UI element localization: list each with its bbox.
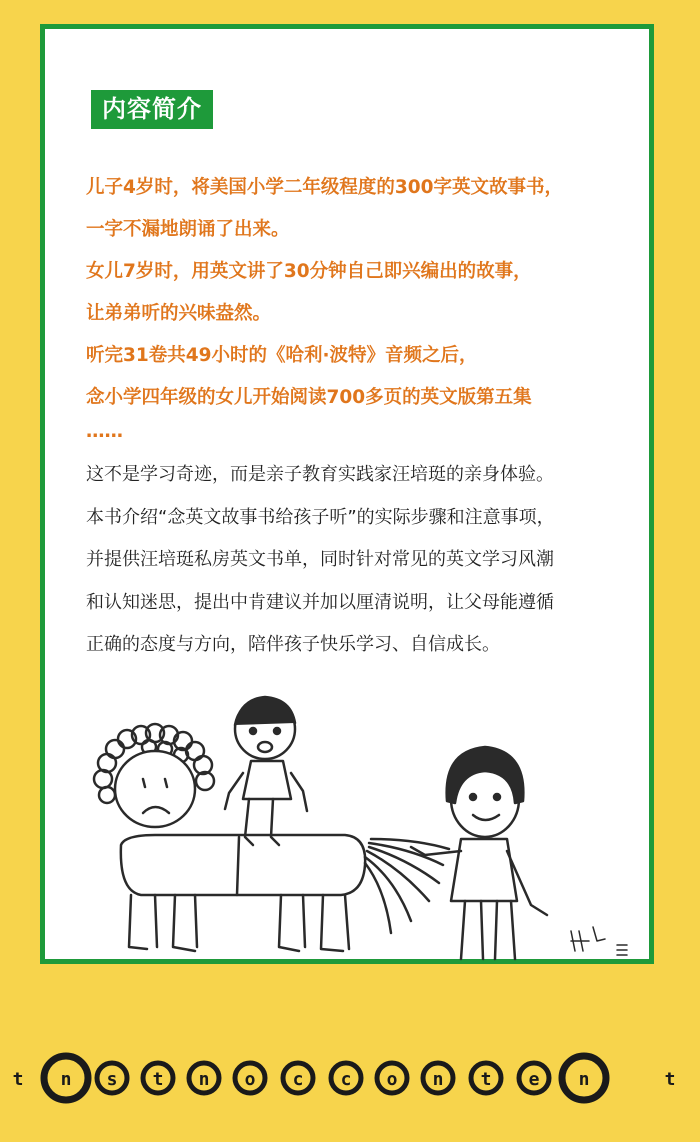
svg-text:t: t [480,1069,492,1090]
svg-text:s: s [106,1069,118,1090]
footer-letter [283,1063,313,1093]
footer-letter [562,1056,606,1100]
content-card [40,24,654,964]
description-line: 和认知迷思，提出中肯建议并加以厘清说明，让父母能遵循 [86,591,554,613]
svg-text:o: o [386,1069,398,1090]
svg-text:n: n [60,1069,72,1090]
footer-letter [377,1063,407,1093]
footer-letter [423,1063,453,1093]
description-text [86,454,626,667]
description-line: 本书介绍“念英文故事书给孩子听”的实际步骤和注意事项， [86,506,555,528]
highlight-line: 一字不漏地朗诵了出来。 [86,219,290,240]
footer-letter [331,1063,361,1093]
section-title: 内容简介 [91,90,213,129]
highlight-line: …… [86,421,123,442]
description-line: 正确的态度与方向，陪伴孩子快乐学习、自信成长。 [86,634,500,655]
svg-text:t: t [152,1069,164,1090]
family-sketch-illustration [45,669,649,965]
svg-text:t: t [664,1069,676,1090]
highlight-line: 儿子4岁时，将美国小学二年级程度的300字英文故事书， [86,177,563,198]
svg-text:n: n [578,1069,590,1090]
highlight-line: 听完31卷共49小时的《哈利·波特》音频之后， [86,345,478,366]
svg-text:n: n [432,1069,444,1090]
footer-letter [471,1063,501,1093]
svg-text:t: t [12,1069,24,1090]
description-line: 并提供汪培珽私房英文书单，同时针对常见的英文学习风潮 [86,549,554,570]
signature-doodle [571,927,627,955]
footer-letter [13,1069,24,1090]
svg-text:n: n [198,1069,210,1090]
svg-text:e: e [528,1069,540,1090]
highlight-line: 让弟弟听的兴味盎然。 [86,303,272,324]
highlight-line: 念小学四年级的女儿开始阅读700多页的英文版第五集 [86,387,532,408]
svg-text:c: c [340,1069,352,1090]
footer-letter [97,1063,127,1093]
footer-letter-border [0,1036,700,1126]
footer-letter [665,1069,676,1090]
footer-letter [519,1063,549,1093]
footer-letter [189,1063,219,1093]
highlight-line: 女儿7岁时，用英文讲了30分钟自己即兴编出的故事， [86,261,532,282]
svg-text:c: c [292,1069,304,1090]
svg-text:o: o [244,1069,256,1090]
description-line: 这不是学习奇迹，而是亲子教育实践家汪培珽的亲身体验。 [86,464,554,485]
footer-letter [44,1056,88,1100]
footer-letter [143,1063,173,1093]
highlight-list [86,167,626,445]
footer-letter [235,1063,265,1093]
